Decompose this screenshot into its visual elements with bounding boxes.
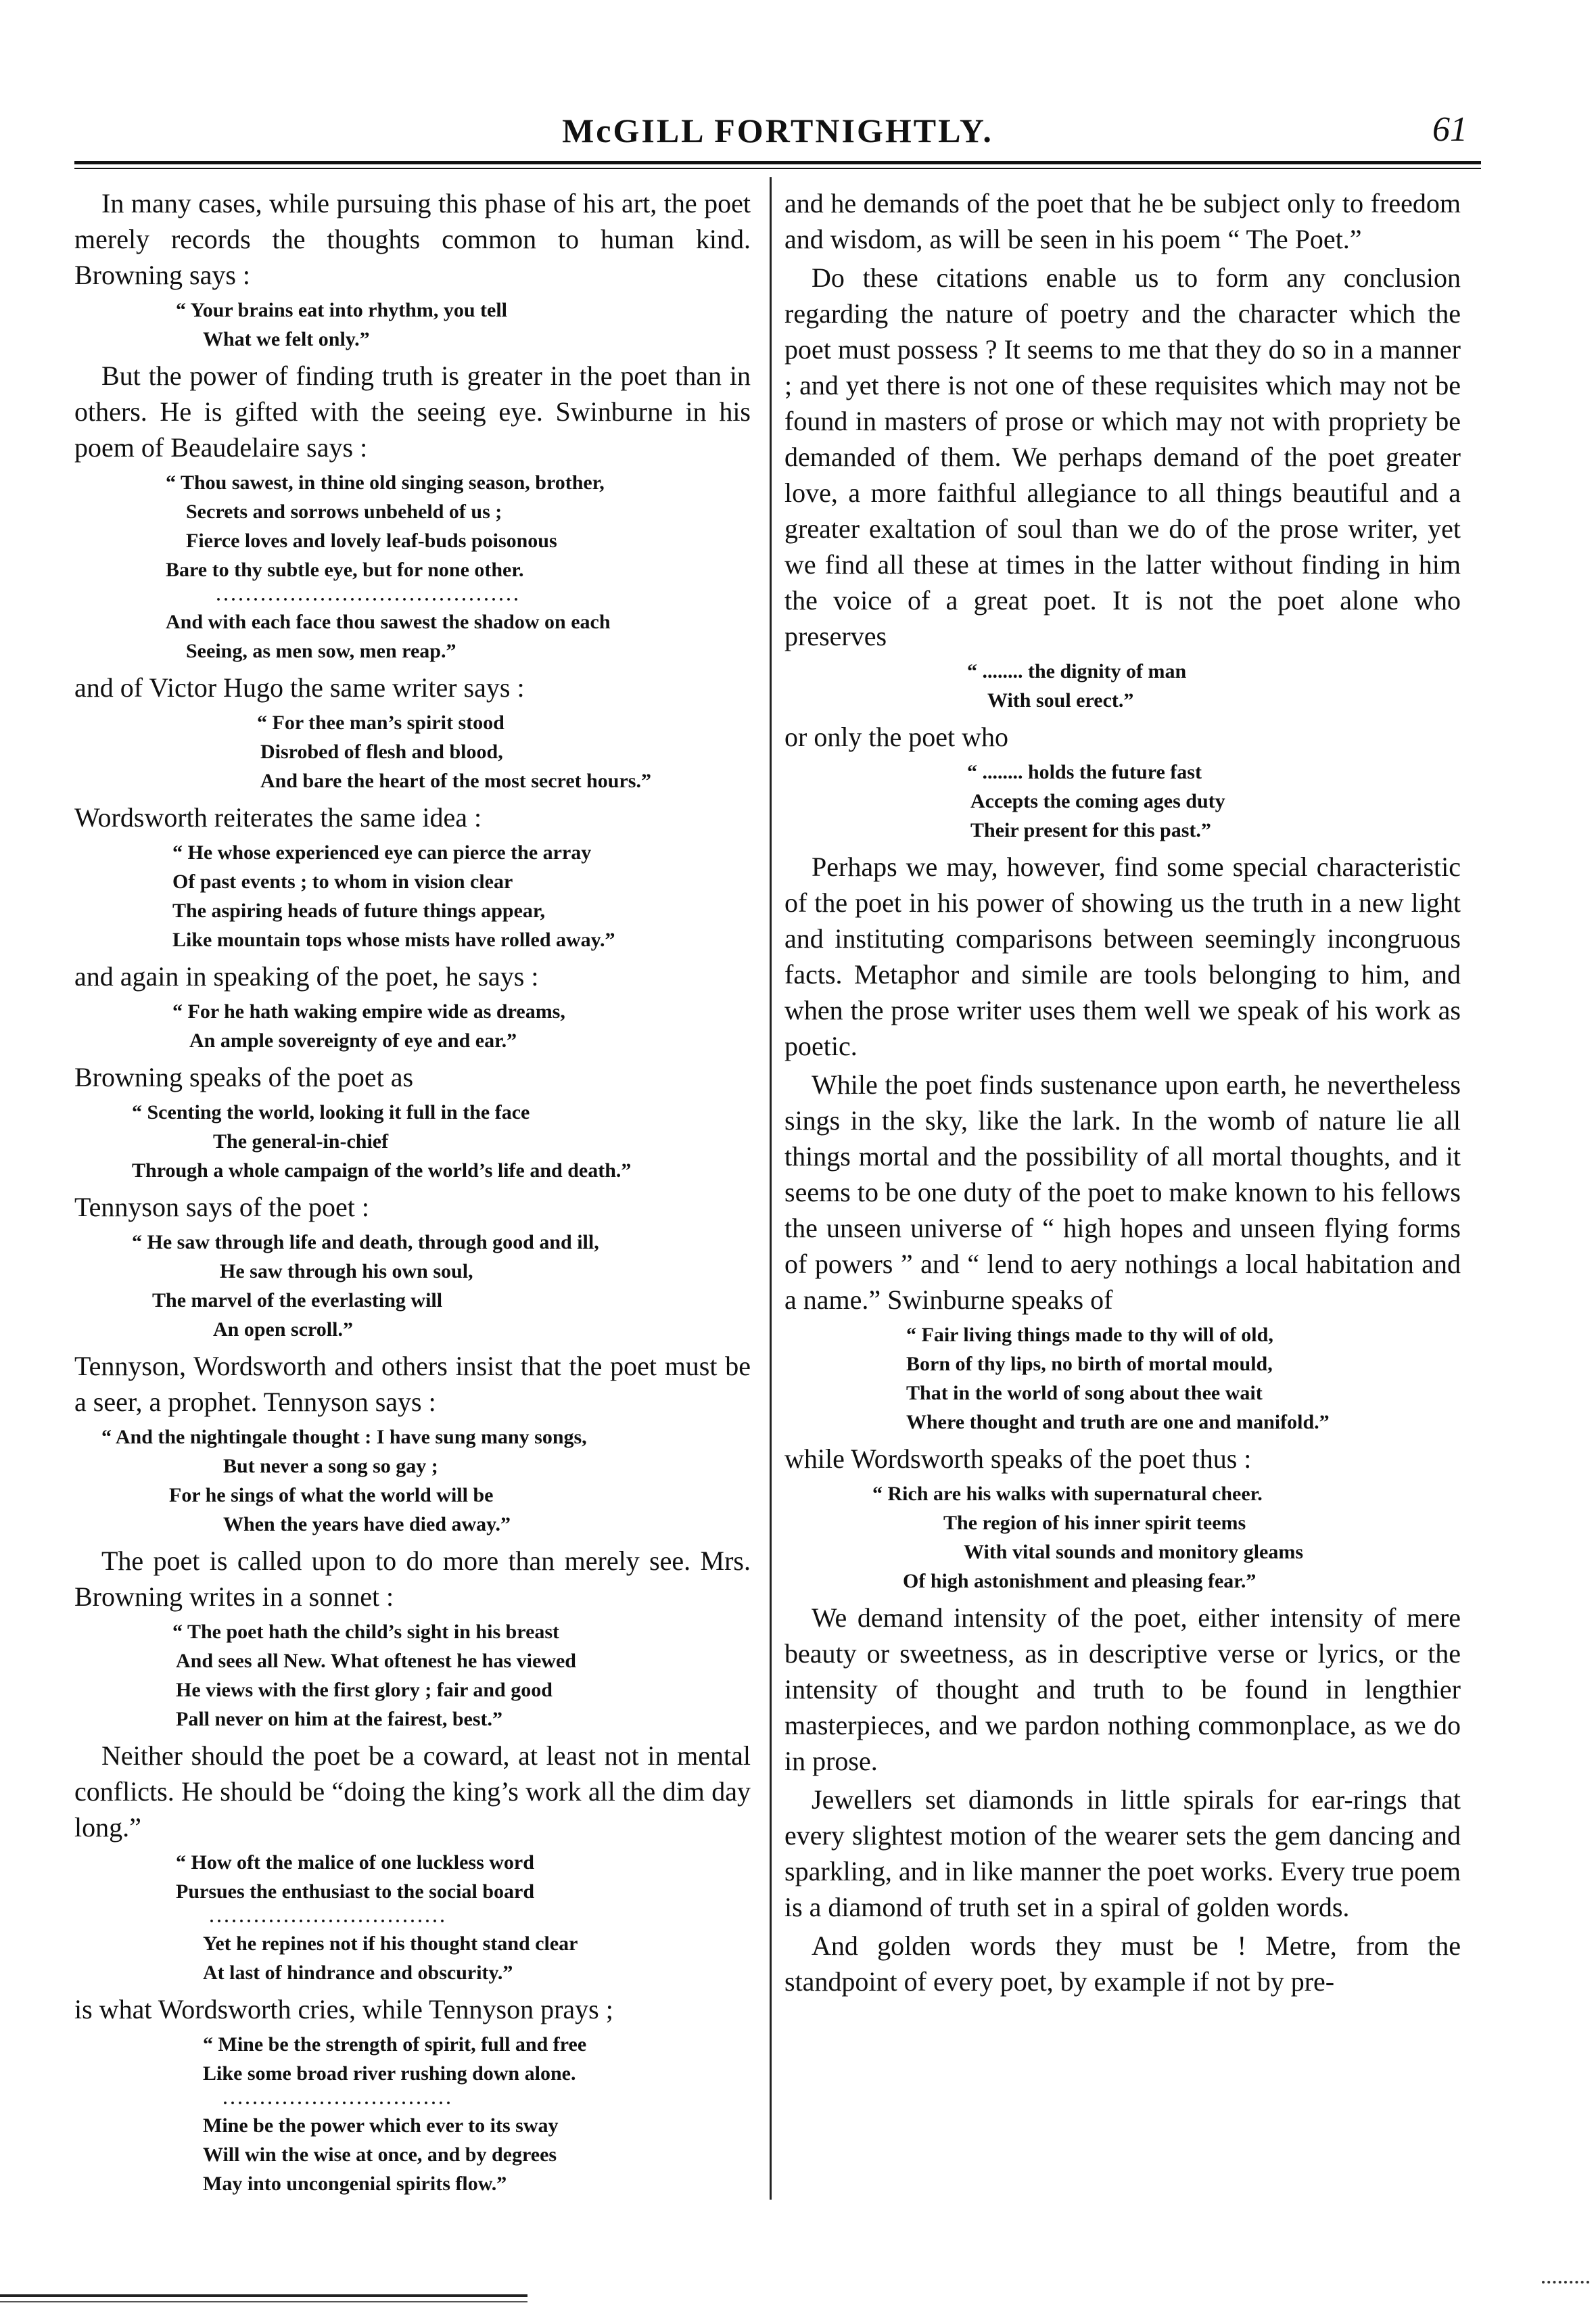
paragraph: We demand intensity of the poet, either intensity of mere beauty or sweetness, as in descriptive verse or lyrics, or the intensity of thought and truth to be found in lengthier masterpieces, and we pardon nothing commonplace, as we do in prose. <box>784 1602 1461 1776</box>
verse-line: Fierce loves and lovely leaf-buds poisonous <box>186 530 557 552</box>
verse-line: Of past events ; to whom in vision clear <box>172 871 513 893</box>
paragraph: In many cases, while pursuing this phase of his art, the poet merely records the thoughts common to human kind. Browning says : <box>74 188 751 290</box>
verse-line: “ Rich are his walks with supernatural cheer. <box>872 1483 1263 1505</box>
page-number: 61 <box>1432 110 1468 149</box>
footer-rule <box>0 2294 527 2297</box>
verse-line: Born of thy lips, no birth of mortal mould, <box>906 1353 1273 1375</box>
paragraph: Do these citations enable us to form any conclusion regarding the nature of poetry and the character which the poet must possess ? It seems to me that they do so in a manner ; and yet there is not one of these requisites which may not be found in masters of prose or which may not with propriety be demanded of them. We perhaps demand of the poet greater love, a more faithful allegiance to all things beautiful and a greater exaltation of soul than we do of the prose writer, yet we find all these at times in the latter without finding in him the voice of a great poet. It is not the poet alone who preserves <box>784 262 1461 651</box>
verse-line: An ample sovereignty of eye and ear.” <box>189 1029 517 1052</box>
column-divider <box>770 177 772 2200</box>
verse-ellipsis: ......................................... <box>216 587 521 605</box>
verse-line: “ Fair living things made to thy will of old, <box>906 1324 1273 1346</box>
verse-line: Mine be the power which ever to its sway <box>203 2114 559 2137</box>
paragraph: And golden words they must be ! Metre, from the standpoint of every poet, by example if not by pre- <box>784 1930 1461 1997</box>
verse-line: At last of hindrance and obscurity.” <box>203 1962 513 1984</box>
verse-quotation <box>784 657 1461 715</box>
verse-line: The region of his inner spirit teems <box>943 1512 1246 1534</box>
paragraph: and he demands of the poet that he be subject only to freedom and wisdom, as will be seen in his poem “ The Poet.” <box>784 188 1461 254</box>
verse-line: “ For thee man’s spirit stood <box>257 712 504 734</box>
verse-line: That in the world of song about thee wait <box>906 1382 1263 1404</box>
paragraph: Tennyson says of the poet : <box>74 1192 370 1222</box>
paragraph: while Wordsworth speaks of the poet thus : <box>784 1443 1252 1474</box>
verse-quotation <box>74 838 751 954</box>
verse-line: “ The poet hath the child’s sight in his breast <box>172 1621 560 1643</box>
verse-line: Where thought and truth are one and manifold.” <box>906 1411 1330 1433</box>
paragraph: Tennyson, Wordsworth and others insist that the poet must be a seer, a prophet. Tennyson says : <box>74 1351 751 1417</box>
verse-line: Bare to thy subtle eye, but for none other. <box>166 559 524 581</box>
verse-line: Pursues the enthusiast to the social board <box>176 1880 535 1903</box>
verse-line: “ Your brains eat into rhythm, you tell <box>176 299 508 321</box>
verse-line: An open scroll.” <box>213 1318 353 1341</box>
verse-line: “ ........ the dignity of man <box>967 660 1187 682</box>
paragraph: or only the poet who <box>784 722 1009 752</box>
verse-line: With soul erect.” <box>987 689 1134 712</box>
paragraph: But the power of finding truth is greater in the poet than in others. He is gifted with the seeing eye. Swinburne in his poem of Beaudelaire says : <box>74 361 751 463</box>
paragraph: Browning speaks of the poet as <box>74 1062 414 1092</box>
paragraph: Jewellers set diamonds in little spirals for ear-rings that every slightest motion of the wearer sets the gem dancing and sparkling, and in like manner the poet works. Every true poem is a diamond of truth set in a spiral of golden words. <box>784 1784 1461 1922</box>
verse-line: The general-in-chief <box>213 1130 389 1153</box>
verse-line: “ And the nightingale thought : I have sung many songs, <box>101 1426 587 1448</box>
verse-line: The aspiring heads of future things appear, <box>172 900 545 922</box>
verse-quotation <box>74 708 751 795</box>
verse-quotation <box>74 1422 751 1539</box>
verse-line: He views with the first glory ; fair and good <box>176 1679 553 1701</box>
paragraph: and of Victor Hugo the same writer says : <box>74 672 525 703</box>
verse-line: “ For he hath waking empire wide as dreams, <box>172 1000 565 1023</box>
paragraph: Wordsworth reiterates the same idea : <box>74 802 482 833</box>
verse-line: Through a whole campaign of the world’s life and death.” <box>132 1159 632 1182</box>
verse-ellipsis: ................................ <box>210 1909 448 1926</box>
verse-quotation <box>74 1098 751 1185</box>
verse-quotation <box>74 468 751 666</box>
verse-line: Pall never on him at the fairest, best.” <box>176 1708 503 1730</box>
verse-line: Will win the wise at once, and by degrees <box>203 2143 557 2166</box>
paragraph: and again in speaking of the poet, he says : <box>74 961 539 992</box>
header-rule <box>74 161 1481 164</box>
verse-line: For he sings of what the world will be <box>169 1484 494 1506</box>
verse-line: He saw through his own soul, <box>220 1260 473 1282</box>
verse-quotation <box>784 1320 1461 1437</box>
verse-line: Like mountain tops whose mists have rolled away.” <box>172 929 615 951</box>
publication-title: McGILL FORTNIGHTLY. <box>562 112 993 149</box>
verse-quotation <box>74 997 751 1055</box>
verse-line: Seeing, as men sow, men reap.” <box>186 640 456 662</box>
verse-quotation <box>74 1617 751 1734</box>
verse-quotation <box>74 1848 751 1987</box>
paragraph: is what Wordsworth cries, while Tennyson prays ; <box>74 1994 613 2024</box>
verse-quotation <box>784 758 1461 845</box>
verse-line: And bare the heart of the most secret hours.” <box>260 770 651 792</box>
verse-line: The marvel of the everlasting will <box>152 1289 443 1312</box>
verse-line: What we felt only.” <box>203 328 370 350</box>
verse-line: “ Scenting the world, looking it full in the face <box>132 1101 530 1123</box>
footer-rule-thin <box>0 2301 527 2302</box>
verse-line: Of high astonishment and pleasing fear.” <box>903 1570 1257 1592</box>
verse-line: Yet he repines not if his thought stand clear <box>203 1932 578 1955</box>
verse-line: “ He saw through life and death, through good and ill, <box>132 1231 599 1253</box>
corner-smudge <box>1542 2274 1589 2284</box>
verse-line: “ Mine be the strength of spirit, full and free <box>203 2033 587 2056</box>
verse-ellipsis: ............................... <box>223 2091 454 2108</box>
verse-line: Their present for this past.” <box>970 819 1211 841</box>
verse-line: And with each face thou sawest the shadow on each <box>166 611 611 633</box>
verse-line: With vital sounds and monitory gleams <box>964 1541 1304 1563</box>
header-rule-thin <box>74 168 1481 169</box>
verse-line: But never a song so gay ; <box>223 1455 438 1477</box>
paragraph: While the poet finds sustenance upon earth, he nevertheless sings in the sky, like the lark. In the womb of nature lie all things mortal and the possibility of all mortal thoughts, and it seems to be one duty of the poet to make known to his fellows the unseen universe of “ high hopes and unseen flying forms of powers ” and “ lend to aery nothings a local habitation and a name.” Swinburne speaks of <box>784 1069 1461 1315</box>
verse-line: When the years have died away.” <box>223 1513 511 1535</box>
verse-line: Secrets and sorrows unbeheld of us ; <box>186 501 502 523</box>
verse-quotation <box>74 1228 751 1344</box>
paragraph: Perhaps we may, however, find some special characteristic of the poet in his power of showing us the truth in a new light and instituting comparisons between seemingly incongruous facts. Metaphor and simile are tools belonging to him, and when the prose writer uses them well we speak of his work as poetic. <box>784 852 1461 1061</box>
paragraph: Neither should the poet be a coward, at least not in mental conflicts. He should be “doing the king’s work all the dim day long.” <box>74 1740 751 1842</box>
verse-line: Like some broad river rushing down alone. <box>203 2062 576 2085</box>
verse-line: May into uncongenial spirits flow.” <box>203 2173 507 2195</box>
verse-line: “ How oft the malice of one luckless word <box>176 1851 534 1874</box>
verse-line: Disrobed of flesh and blood, <box>260 741 503 763</box>
verse-line: “ Thou sawest, in thine old singing season, brother, <box>166 471 605 494</box>
masthead <box>74 101 1481 162</box>
left-column <box>74 183 751 2202</box>
verse-quotation <box>74 2030 751 2198</box>
verse-line: Accepts the coming ages duty <box>970 790 1225 812</box>
verse-line: “ He whose experienced eye can pierce the array <box>172 841 592 864</box>
verse-quotation <box>784 1479 1461 1596</box>
right-column <box>784 183 1461 1999</box>
verse-line: And sees all New. What oftenest he has viewed <box>176 1650 576 1672</box>
verse-quotation <box>74 296 751 354</box>
verse-line: “ ........ holds the future fast <box>967 761 1202 783</box>
paragraph: The poet is called upon to do more than merely see. Mrs. Browning writes in a sonnet : <box>74 1546 751 1612</box>
